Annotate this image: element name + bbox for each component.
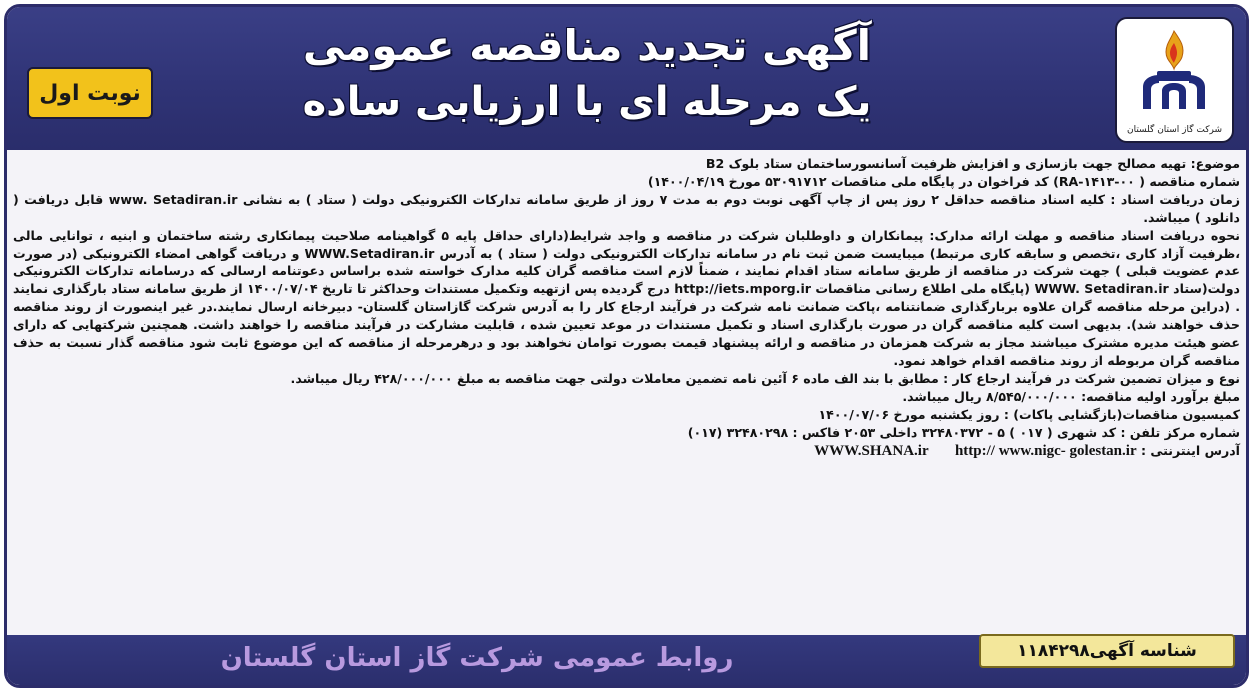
notice-header (7, 7, 1246, 150)
procedure-label: نحوه دریافت اسناد مناقصه و مهلت ارائه مدارک: (929, 227, 1241, 243)
commission-line (13, 406, 1240, 424)
notice-body (13, 155, 1240, 629)
public-relations-text: روابط عمومی شرکت گاز استان گلستان (220, 643, 734, 673)
estimate-text: ۸/۵۴۵/۰۰۰/۰۰۰ ریال میباشد. (902, 388, 1077, 404)
phone-text: کد شهری ( ۰۱۷ ) ۵ - ۳۲۴۸۰۳۷۲ داخلی ۲۰۵۳ فاکس : ۳۲۴۸۰۲۹۸ (۰۱۷) (687, 424, 1117, 440)
procedure-text: پیمانکاران و داوطلبان شرکت در مناقصه و واجد شرایط(دارای حداقل پایه ۵ گواهینامه صلاحیت پیمانکاری رشته ساختمان و ابنیه ، توانایی مالی ،ظرفیت آزاد کاری ،تخصص و سابقه کاری مرتبط) میبایست ضمن ثبت نام در سامانه تدارکات الکترونیکی دولت ( ستاد ) به آدرس WWW.Setadiran.ir و دریافت گواهی امضاء الکترونیکی (در صورت عدم عضویت قبلی ) جهت شرکت در مناقصه از طریق سامانه ستاد اقدام نمایند ، ضمناً لازم است مناقصه گران کلیه مدارک خواسته شده براساس دعوتنامه ارسالی که درسامانه تدارکات الکترونیکی دولت(ستاد WWW. Setadiran.ir (پایگاه ملی اطلاع رسانی مناقصات http://iets.mporg.ir درج گردیده پس ازتهیه وتکمیل مستندات وحداکثر تا تاریخ ۱۴۰۰/۰۷/۰۴ از طریق سامانه ستاد بارگذاری نمایند . (دراین مرحله مناقصه گران علاوه بربارگذاری ضمانتنامه ،پاکت ضمانت نامه شرکت در فرآیند ارجاع کار را به آدرس شرکت گازاستان گلستان- دبیرخانه ارسال نمایند.در غیر اینصورت از روند مناقصه حذف خواهند شد). بدیهی است کلیه مناقصه گران در صورت بارگذاری اسناد و تکمیل مستندات در موعد تعیین شده ، قابلیت مشارکت در فرآیند مناقصه را خواهند داشت. همچنین شرکتهایی که دارای عضو هیئت مدیره مشترک میباشند مجاز به شرکت همزمان در مناقصه و ارائه پیشنهاد قیمت بصورت توامان نخواهند بود و درهرمرحله از مناقصه که این موضوع ثابت شود مناقصه گذار نسبت به حذف مناقصه گران مربوطه از روند مناقصه اقدام خواهد نمود. (13, 227, 1240, 368)
notice-title-line2: یک مرحله ای با ارزیابی ساده (302, 79, 872, 125)
edition-badge: نوبت اول (27, 67, 153, 119)
gas-flame-logo-icon (1129, 25, 1219, 115)
receive-time-label: زمان دریافت اسناد : (1110, 191, 1241, 207)
notice-frame (4, 4, 1249, 688)
commission-text: روز یکشنبه مورخ ۱۴۰۰/۰۷/۰۶ (818, 406, 1000, 422)
subject-line (13, 155, 1240, 173)
estimate-label: مبلغ برآورد اولیه مناقصه: (1081, 388, 1240, 404)
shana-link[interactable]: WWW.SHANA.ir (814, 442, 929, 459)
procedure-paragraph (13, 227, 1240, 370)
guarantee-text: مطابق با بند الف ماده ۶ آئین نامه تضمین معاملات دولتی جهت مناقصه به مبلغ ۴۲۸/۰۰۰/۰۰۰ ریال میباشد. (290, 370, 939, 386)
phone-label: شماره مرکز تلفن : (1120, 424, 1240, 440)
guarantee-label: نوع و میزان تضمین شرکت در فرآیند ارجاع کار : (943, 370, 1240, 386)
guarantee-line (13, 370, 1240, 388)
company-logo (1115, 17, 1234, 143)
tender-number-line: شماره مناقصه ( RA-۱۴۱۳-۰۰) کد فراخوان در پایگاه ملی مناقصات ۵۳۰۹۱۷۱۲ مورخ ۱۴۰۰/۰۴/۱۹) (647, 173, 1240, 189)
subject-text: تهیه مصالح جهت بازسازی و افزایش ظرفیت آسانسورساختمان ستاد بلوک B2 (705, 156, 1187, 171)
web-line (13, 442, 1240, 461)
notice-title-line1: آگهی تجدید مناقصه عمومی (302, 21, 872, 70)
receive-time-line (13, 191, 1240, 227)
receive-time-text: کلیه اسناد مناقصه حداقل ۲ روز پس از چاپ آگهی نوبت دوم به مدت ۷ روز از طریق سامانه تدارکات الکترونیکی دولت ( ستاد ) به نشانی www. Setadiran.ir قابل دریافت ( دانلود ) میباشد. (13, 191, 1240, 225)
nigc-golestan-link[interactable]: http:// www.nigc- golestan.ir (954, 442, 1137, 459)
ad-id-label: شناسه آگهی (1089, 641, 1197, 661)
subject-label: موضوع: (1190, 156, 1240, 171)
web-label: آدرس اینترنتی : (1141, 442, 1240, 458)
commission-label: کمیسیون مناقصات(بازگشایی پاکات) : (1003, 406, 1240, 422)
phone-line (13, 424, 1240, 442)
estimate-line (13, 388, 1240, 406)
logo-caption: شرکت گاز استان گلستان (1126, 125, 1223, 135)
ad-id-box (979, 634, 1235, 668)
ad-id-value: ۱۱۸۴۲۹۸ (1017, 641, 1090, 661)
